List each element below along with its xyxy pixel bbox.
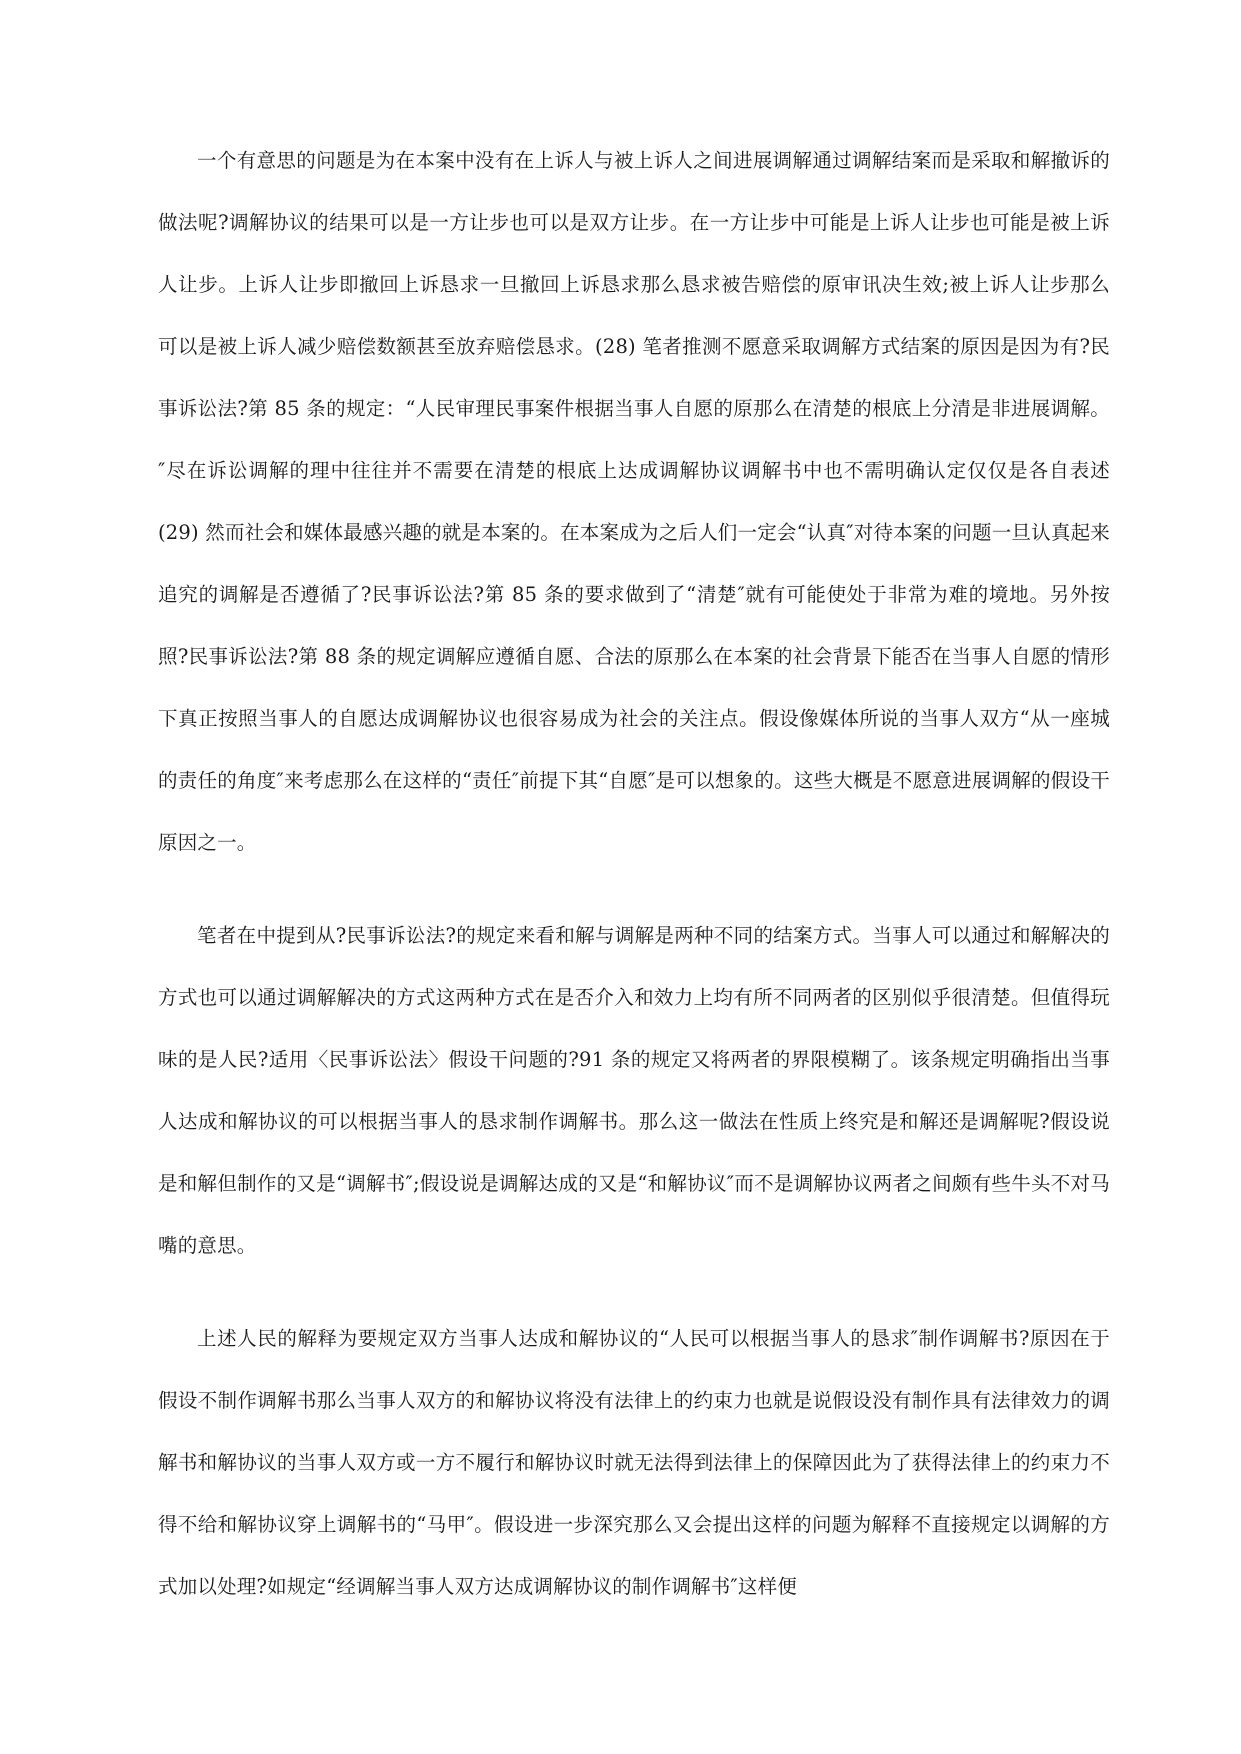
paragraph-2: 笔者在中提到从?民事诉讼法?的规定来看和解与调解是两种不同的结案方式。当事人可以通过和解解决的方式也可以通过调解解决的方式这两种方式在是否介入和效力上均有所不同两者的区别似乎很清楚。但值得玩味的是人民?适用〈民事诉讼法〉假设干问题的?91 条的规定又将两者的界限模糊了。该条规定明确指出当事人达成和解协议的可以根据当事人的恳求制作调解书。那么这一做法在性质上终究是和解还是调解呢?假设说是和解但制作的又是“调解书″;假设说是调解达成的又是“和解协议″而不是调解协议两者之间颇有些牛头不对马嘴的意思。 xyxy=(158,924,1110,1257)
document-body xyxy=(158,130,1110,1618)
paragraph-3: 上述人民的解释为要规定双方当事人达成和解协议的“人民可以根据当事人的恳求″制作调解书?原因在于假设不制作调解书那么当事人双方的和解协议将没有法律上的约束力也就是说假设没有制作具有法律效力的调解书和解协议的当事人双方或一方不履行和解协议时就无法得到法律上的保障因此为了获得法律上的约束力不得不给和解协议穿上调解书的“马甲″。假设进一步深究那么又会提出这样的问题为解释不直接规定以调解的方式加以处理?如规定“经调解当事人双方达成调解协议的制作调解书″这样便 xyxy=(158,1327,1110,1598)
paragraph-1: 一个有意思的问题是为在本案中没有在上诉人与被上诉人之间进展调解通过调解结案而是采取和解撤诉的做法呢?调解协议的结果可以是一方让步也可以是双方让步。在一方让步中可能是上诉人让步也可能是被上诉人让步。上诉人让步即撤回上诉恳求一旦撤回上诉恳求那么恳求被告赔偿的原审讯决生效;被上诉人让步那么可以是被上诉人减少赔偿数额甚至放弃赔偿恳求。(28) 笔者推测不愿意采取调解方式结案的原因是因为有?民事诉讼法?第 85 条的规定：“人民审理民事案件根据当事人自愿的原那么在清楚的根底上分清是非进展调解。″尽在诉讼调解的理中往往并不需要在清楚的根底上达成调解协议调解书中也不需明确认定仅仅是各自表述(29) 然而社会和媒体最感兴趣的就是本案的。在本案成为之后人们一定会“认真″对待本案的问题一旦认真起来追究的调解是否遵循了?民事诉讼法?第 85 条的要求做到了“清楚″就有可能使处于非常为难的境地。另外按照?民事诉讼法?第 88 条的规定调解应遵循自愿、合法的原那么在本案的社会背景下能否在当事人自愿的情形下真正按照当事人的自愿达成调解协议也很容易成为社会的关注点。假设像媒体所说的当事人双方“从一座城的责任的角度″来考虑那么在这样的“责任″前提下其“自愿″是可以想象的。这些大概是不愿意进展调解的假设干原因之一。 xyxy=(158,149,1110,854)
